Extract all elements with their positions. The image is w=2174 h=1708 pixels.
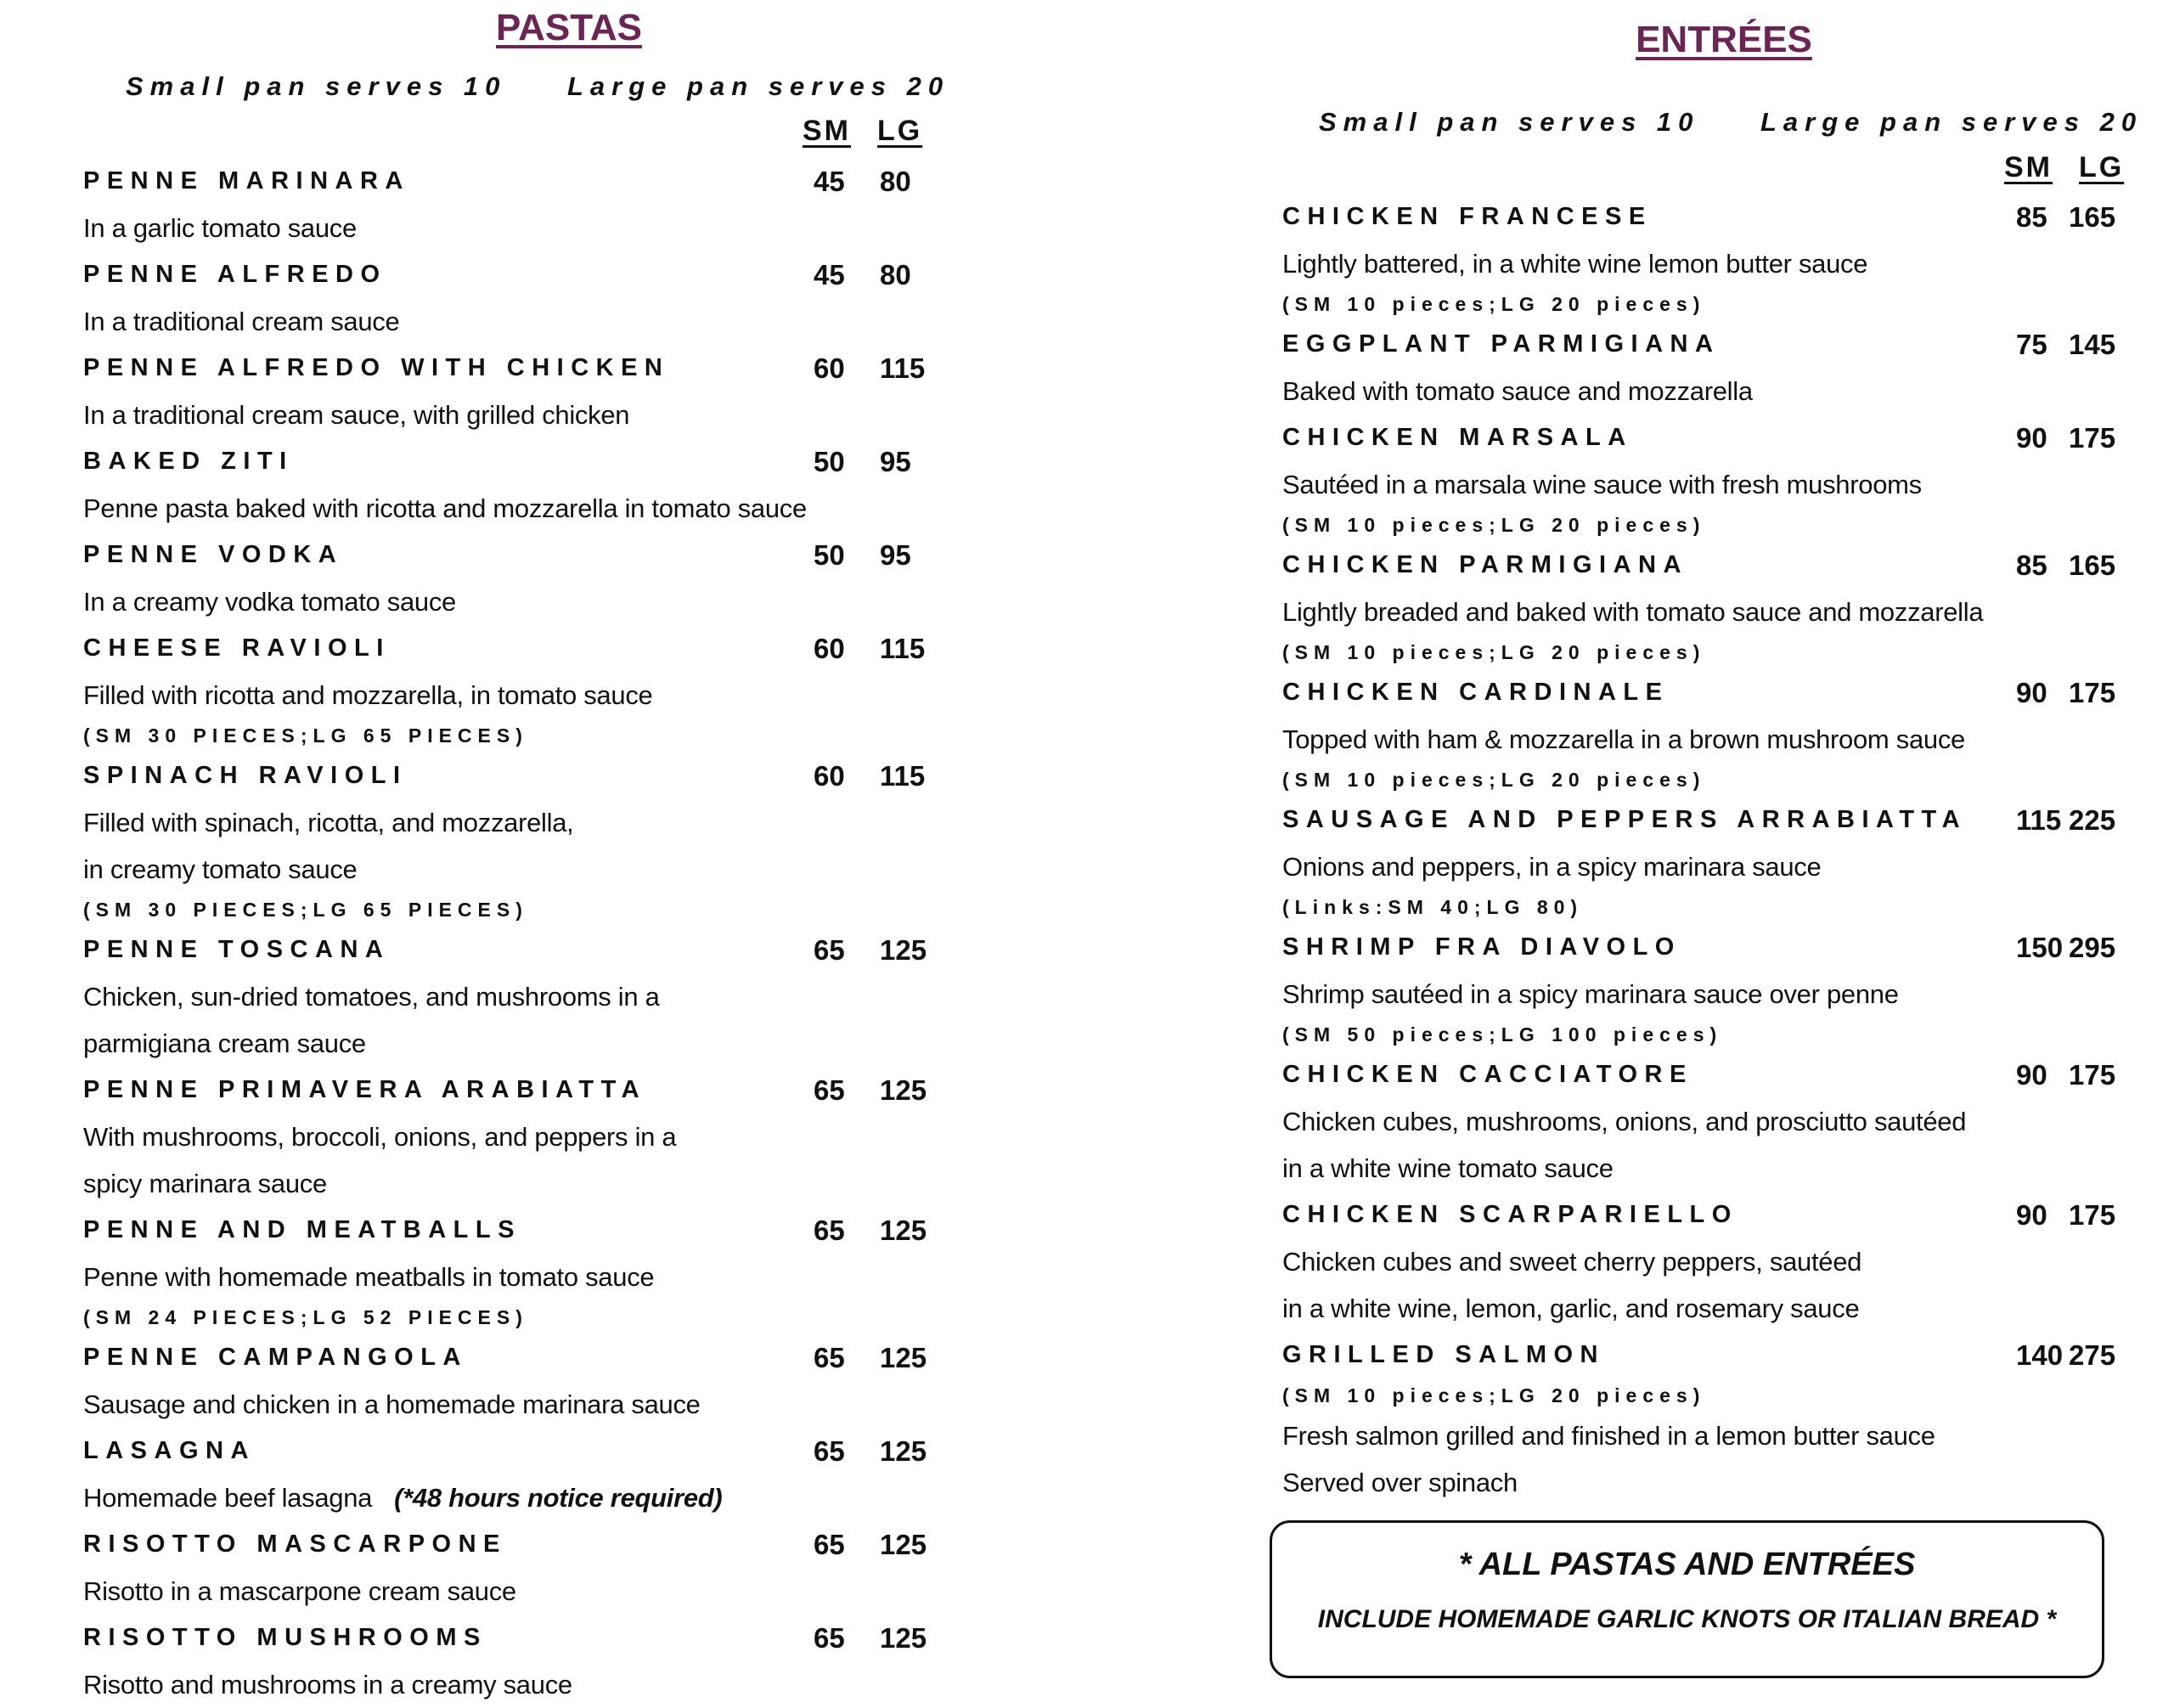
- menu-item-name: CHICKEN MARSALA: [1282, 424, 1633, 451]
- price-large: 175: [2069, 677, 2116, 708]
- entrees-col-lg: LG: [2079, 151, 2125, 183]
- menu-item: [83, 753, 949, 927]
- menu-item: [83, 927, 949, 1067]
- menu-item-name: PENNE ALFREDO WITH CHICKEN: [83, 354, 670, 381]
- menu-item-note: (SM 10 pieces;LG 20 pieces): [1282, 769, 1706, 791]
- menu-item-notice: (*48 hours notice required): [394, 1483, 723, 1513]
- menu-item-description: Homemade beef lasagna (*48 hours notice required): [83, 1483, 723, 1513]
- menu-item-note: (SM 10 pieces;LG 20 pieces): [1282, 641, 1706, 663]
- entrees-title: ENTRÉES: [1636, 19, 1812, 60]
- menu-item-note: (SM 24 PIECES;LG 52 PIECES): [83, 1306, 528, 1328]
- menu-item-description: Shrimp sautéed in a spicy marinara sauce over penne: [1282, 979, 1899, 1009]
- entrees-col-sm: SM: [2004, 151, 2053, 183]
- menu-item-note: (Links:SM 40;LG 80): [1282, 896, 1584, 918]
- menu-item-description: Risotto and mushrooms in a creamy sauce: [83, 1670, 572, 1700]
- menu-item-description: Risotto in a mascarpone cream sauce: [83, 1576, 516, 1606]
- price-large: 295: [2069, 932, 2116, 963]
- footer-line-1: * ALL PASTAS AND ENTRÉES: [1458, 1547, 1916, 1582]
- menu-item-description: In a traditional cream sauce, with grilled chicken: [83, 400, 630, 430]
- price-small: 90: [2016, 1199, 2047, 1231]
- menu-item: [1282, 924, 2166, 1051]
- footer-notice-box: [1270, 1520, 2104, 1678]
- menu-item-description: parmigiana cream sauce: [83, 1029, 366, 1058]
- price-small: 85: [2016, 550, 2047, 581]
- price-small: 60: [814, 633, 845, 664]
- menu-item-description: Filled with spinach, ricotta, and mozzarella,: [83, 808, 574, 837]
- menu-item-name: RISOTTO MUSHROOMS: [83, 1624, 487, 1651]
- price-large: 175: [2069, 1059, 2116, 1091]
- price-large: 125: [880, 1622, 927, 1654]
- menu-item: [1282, 414, 2166, 542]
- menu-item-name: SHRIMP FRA DIAVOLO: [1282, 933, 1681, 961]
- menu-item-name: PENNE PRIMAVERA ARABIATTA: [83, 1076, 647, 1103]
- menu-item-description: Sautéed in a marsala wine sauce with fresh mushrooms: [1282, 470, 1922, 499]
- menu-item-description: Chicken cubes and sweet cherry peppers, sautéed: [1282, 1247, 1862, 1277]
- menu-item: [83, 1067, 949, 1207]
- menu-item-name: CHEESE RAVIOLI: [83, 634, 391, 662]
- pastas-title: PASTAS: [496, 7, 642, 48]
- menu-item: [83, 1207, 949, 1334]
- price-large: 175: [2069, 1199, 2116, 1231]
- menu-item: [83, 532, 949, 625]
- menu-item-description: Chicken, sun-dried tomatoes, and mushrooms in a: [83, 982, 660, 1012]
- menu-item-description: Onions and peppers, in a spicy marinara sauce: [1282, 852, 1822, 882]
- menu-item-name: PENNE ALFREDO: [83, 261, 387, 288]
- price-large: 125: [880, 1342, 927, 1373]
- menu-item: [83, 1428, 949, 1521]
- price-large: 145: [2069, 329, 2116, 360]
- pastas-serving-small: Small pan serves 10: [126, 71, 507, 101]
- price-large: 165: [2069, 550, 2116, 581]
- price-large: 80: [880, 259, 911, 290]
- menu-item-note: (SM 10 pieces;LG 20 pieces): [1282, 293, 1706, 315]
- price-small: 45: [814, 166, 845, 197]
- menu-item-name: CHICKEN FRANCESE: [1282, 203, 1653, 230]
- menu-item-name: SPINACH RAVIOLI: [83, 762, 408, 789]
- menu-item: [1282, 321, 2166, 414]
- price-large: 115: [880, 760, 926, 792]
- menu-item-name: PENNE MARINARA: [83, 167, 410, 194]
- menu-item-name: EGGPLANT PARMIGIANA: [1282, 330, 1721, 358]
- menu-item-name: CHICKEN CACCIATORE: [1282, 1061, 1693, 1088]
- menu-item-description: Served over spinach: [1282, 1468, 1518, 1497]
- price-large: 80: [880, 166, 911, 197]
- price-large: 95: [880, 446, 911, 477]
- price-small: 65: [814, 1529, 845, 1560]
- entrees-serving-small: Small pan serves 10: [1319, 107, 1700, 137]
- price-small: 90: [2016, 677, 2047, 708]
- pastas-serving-large: Large pan serves 20: [567, 71, 950, 101]
- menu-item-description: Penne with homemade meatballs in tomato sauce: [83, 1262, 655, 1292]
- menu-item-description: Fresh salmon grilled and finished in a lemon butter sauce: [1282, 1421, 1935, 1451]
- price-small: 85: [2016, 201, 2047, 233]
- price-small: 65: [814, 934, 845, 966]
- menu-item-note: (SM 30 PIECES;LG 65 PIECES): [83, 899, 528, 921]
- price-small: 75: [2016, 329, 2047, 360]
- price-small: 65: [814, 1622, 845, 1654]
- menu-item: [83, 251, 949, 345]
- menu-item: [83, 1334, 949, 1428]
- price-small: 90: [2016, 1059, 2047, 1091]
- price-large: 115: [880, 352, 926, 384]
- menu-item-description: in a white wine, lemon, garlic, and rosemary sauce: [1282, 1294, 1860, 1323]
- pastas-col-lg: LG: [877, 115, 923, 147]
- menu-item-description: In a garlic tomato sauce: [83, 213, 357, 243]
- price-small: 65: [814, 1435, 845, 1467]
- price-small: 50: [814, 446, 845, 477]
- menu-item: [1282, 669, 2166, 797]
- menu-item-note: (SM 50 pieces;LG 100 pieces): [1282, 1023, 1723, 1046]
- menu-item-description: Lightly battered, in a white wine lemon butter sauce: [1282, 249, 1868, 279]
- menu-item-description: Penne pasta baked with ricotta and mozzarella in tomato sauce: [83, 493, 807, 523]
- price-large: 275: [2069, 1339, 2116, 1371]
- menu-item-name: RISOTTO MASCARPONE: [83, 1530, 507, 1558]
- price-large: 175: [2069, 422, 2116, 454]
- menu-item-description: Filled with ricotta and mozzarella, in tomato sauce: [83, 680, 653, 710]
- menu-item-note: (SM 30 PIECES;LG 65 PIECES): [83, 724, 528, 747]
- menu-item-name: CHICKEN SCARPARIELLO: [1282, 1201, 1738, 1228]
- price-large: 125: [880, 934, 927, 966]
- menu-item: [1282, 194, 2166, 321]
- menu-item-name: PENNE AND MEATBALLS: [83, 1216, 521, 1243]
- price-small: 150: [2016, 932, 2064, 963]
- price-small: 45: [814, 259, 845, 290]
- menu-item-name: PENNE TOSCANA: [83, 936, 391, 963]
- menu-item-name: LASAGNA: [83, 1437, 256, 1464]
- price-large: 165: [2069, 201, 2116, 233]
- price-small: 65: [814, 1074, 845, 1106]
- menu-item: [83, 625, 949, 753]
- menu-item-description: in a white wine tomato sauce: [1282, 1153, 1614, 1183]
- price-small: 60: [814, 760, 845, 792]
- menu-item-name: SAUSAGE AND PEPPERS ARRABIATTA: [1282, 806, 1968, 833]
- menu-item-description: Sausage and chicken in a homemade marinara sauce: [83, 1390, 701, 1419]
- menu-item-description: Chicken cubes, mushrooms, onions, and prosciutto sautéed: [1282, 1107, 1967, 1136]
- menu-item-name: GRILLED SALMON: [1282, 1341, 1605, 1368]
- menu-item-description: spicy marinara sauce: [83, 1169, 327, 1198]
- menu-item-name: PENNE CAMPANGOLA: [83, 1344, 468, 1371]
- price-small: 65: [814, 1215, 845, 1246]
- price-small: 60: [814, 352, 845, 384]
- menu-item-description: With mushrooms, broccoli, onions, and peppers in a: [83, 1122, 677, 1152]
- price-small: 65: [814, 1342, 845, 1373]
- menu-item: [83, 1521, 949, 1615]
- price-small: 140: [2016, 1339, 2064, 1371]
- menu-item: [83, 1615, 949, 1708]
- pastas-col-sm: SM: [803, 115, 851, 147]
- entrees-serving-large: Large pan serves 20: [1760, 107, 2143, 137]
- menu-item: [1282, 797, 2166, 924]
- price-small: 90: [2016, 422, 2047, 454]
- menu-item: [83, 345, 949, 438]
- menu-item-description: Lightly breaded and baked with tomato sauce and mozzarella: [1282, 597, 1984, 627]
- menu-item-name: PENNE VODKA: [83, 541, 344, 568]
- menu-item-name: CHICKEN PARMIGIANA: [1282, 551, 1688, 578]
- price-large: 95: [880, 539, 911, 571]
- menu-item-name: BAKED ZITI: [83, 448, 294, 475]
- price-large: 225: [2069, 804, 2116, 836]
- price-large: 125: [880, 1074, 927, 1106]
- price-large: 125: [880, 1215, 927, 1246]
- menu-item: [83, 158, 949, 251]
- footer-line-2: INCLUDE HOMEMADE GARLIC KNOTS OR ITALIAN BREAD *: [1317, 1605, 2057, 1633]
- price-small: 50: [814, 539, 845, 571]
- menu-item-description: Baked with tomato sauce and mozzarella: [1282, 376, 1753, 406]
- price-large: 125: [880, 1529, 927, 1560]
- menu-item: [1282, 542, 2166, 669]
- price-large: 125: [880, 1435, 927, 1467]
- menu-item-description: In a creamy vodka tomato sauce: [83, 587, 457, 617]
- price-small: 115: [2016, 804, 2062, 836]
- price-large: 115: [880, 633, 926, 664]
- menu-item-note: (SM 10 pieces;LG 20 pieces): [1282, 1384, 1706, 1406]
- menu-item-description: in creamy tomato sauce: [83, 854, 358, 884]
- menu-item: [83, 438, 949, 532]
- menu-item-description: Topped with ham & mozzarella in a brown mushroom sauce: [1282, 724, 1965, 754]
- menu-item-note: (SM 10 pieces;LG 20 pieces): [1282, 514, 1706, 536]
- menu-item-description: In a traditional cream sauce: [83, 307, 400, 336]
- menu-item: [1282, 1332, 2166, 1506]
- menu-item: [1282, 1192, 2166, 1332]
- menu-item: [1282, 1051, 2166, 1192]
- menu-item-name: CHICKEN CARDINALE: [1282, 679, 1670, 706]
